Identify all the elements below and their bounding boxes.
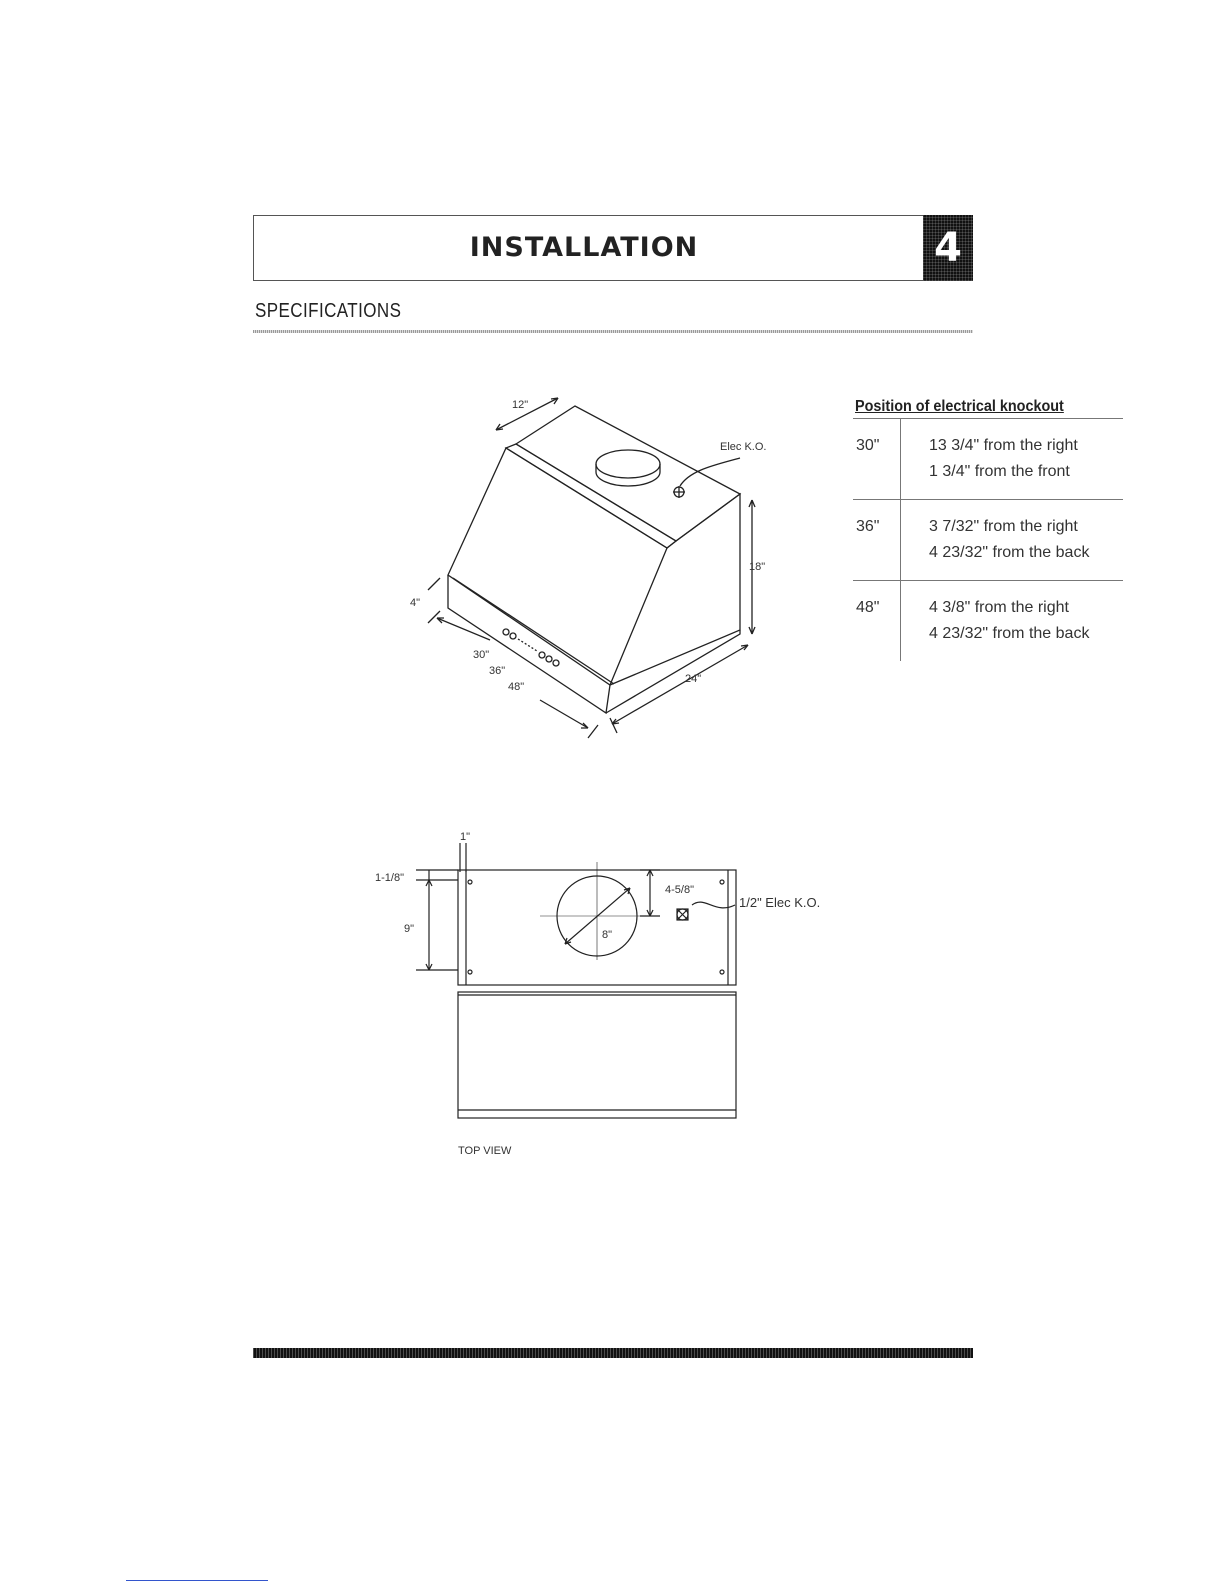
position-line: 4 23/32" from the back [929, 544, 1090, 561]
footer-link-underline [126, 1580, 268, 1581]
section-title: SPECIFICATIONS [255, 300, 402, 322]
elec-ko-label: Elec K.O. [720, 441, 767, 453]
top-view-caption: TOP VIEW [458, 1145, 512, 1157]
dim-label-12: 12" [512, 399, 529, 411]
dim-label-1: 1" [460, 831, 471, 843]
dim-label-48: 48" [508, 681, 525, 693]
position-line: 1 3/4" from the front [929, 463, 1070, 480]
duct-diameter-label: 8" [602, 929, 613, 941]
position-line: 4 3/8" from the right [929, 599, 1069, 616]
chapter-title: INSTALLATION [469, 232, 699, 263]
dim-label-4-5-8: 4-5/8" [665, 884, 694, 896]
size-cell: 48" [853, 581, 901, 662]
dim-label-4: 4" [410, 597, 421, 609]
dim-label-9: 9" [404, 923, 415, 935]
chapter-number-badge: 4 [923, 215, 973, 281]
footer-divider [253, 1348, 973, 1358]
elec-ko-label: 1/2" Elec K.O. [739, 895, 821, 910]
dim-label-30: 30" [473, 649, 490, 661]
dim-label-36: 36" [489, 665, 506, 677]
position-line: 3 7/32" from the right [929, 518, 1078, 535]
dim-label-24: 24" [685, 673, 702, 685]
position-line: 13 3/4" from the right [929, 437, 1078, 454]
knockout-table-title: Position of electrical knockout [855, 398, 1064, 415]
size-cell: 30" [853, 419, 901, 500]
position-line: 4 23/32" from the back [929, 625, 1090, 642]
dim-label-18: 18" [749, 561, 766, 573]
dim-label-1-1-8: 1-1/8" [375, 872, 404, 884]
size-cell: 36" [853, 500, 901, 581]
